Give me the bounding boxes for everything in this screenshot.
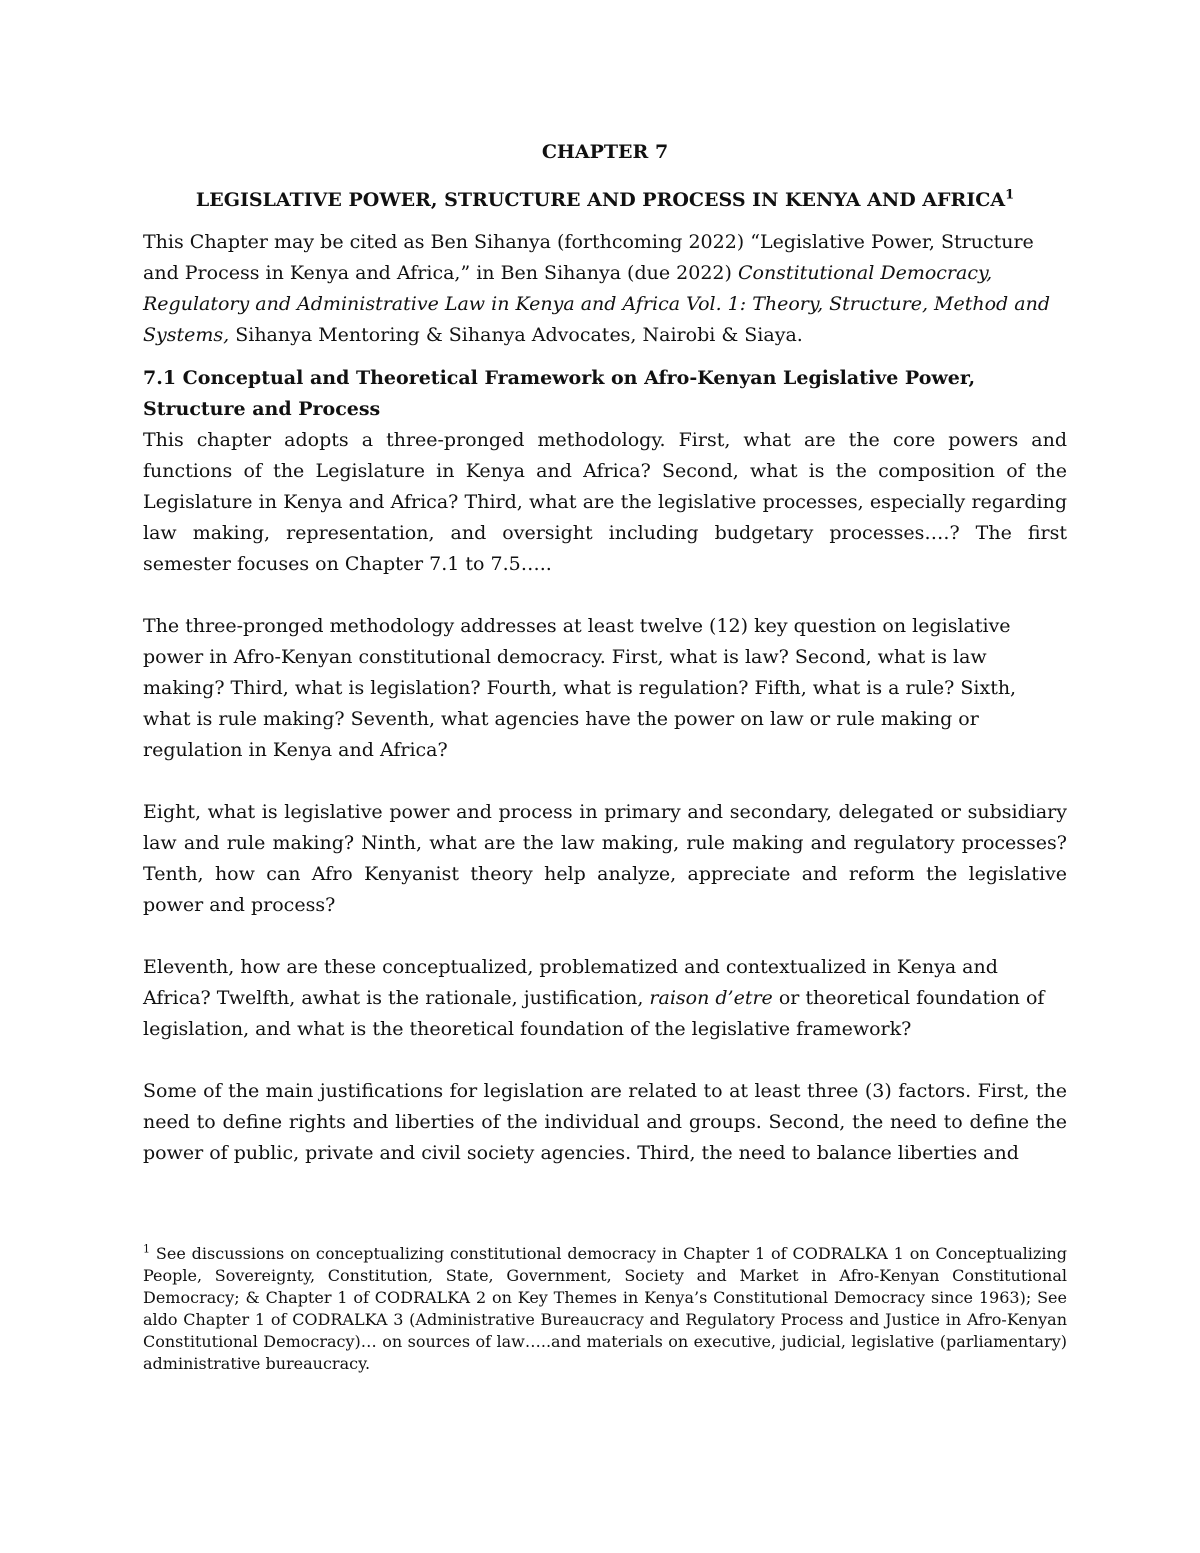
- citation-book-title: Constitutional Democracy, Regulatory and Administrative Law in Kenya and Africa Vol. 1: Theory, Structure, Method and Systems,: [143, 262, 1050, 346]
- paragraph-spacer: [143, 921, 1067, 952]
- chapter-title-text: LEGISLATIVE POWER, STRUCTURE AND PROCESS IN KENYA AND AFRICA: [195, 189, 1006, 211]
- paragraph-spacer: [143, 580, 1067, 611]
- paragraph-key-questions: The three-pronged methodology addresses at least twelve (12) key question on legislative power in Afro-Kenyan constitutional democracy. First, what is law? Second, what is law making? Third, what is legislation? Fourth, what is regulation? Fifth, what is a rule? Sixth, what is rule making? Seventh, what agencies have the power on law or rule making or regulation in Kenya and Africa?: [143, 615, 1017, 761]
- footnote-text: See discussions on conceptualizing constitutional democracy in Chapter 1 of CODRALKA 1 on Conceptualizing People, Sovereignty, Constitution, State, Government, Society and Market in Afro-Kenyan Constitutional Democracy; & Chapter 1 of CODRALKA 2 on Key Themes in Kenya’s Constitutional Democracy since 1963); See aldo Chapter 1 of CODRALKA 3 (Administrative Bureaucracy and Regulatory Process and Justice in Afro-Kenyan Constitutional Democracy)… on sources of law…..and materials on executive, judicial, legislative (parliamentary) administrative bureaucracy.: [143, 1244, 1067, 1373]
- section-heading: 7.1 Conceptual and Theoretical Framework on Afro-Kenyan Legislative Power, Structure and Process: [143, 367, 976, 420]
- footnote-mark: 1: [143, 1242, 150, 1256]
- footnote: [143, 1243, 1067, 1375]
- page-body: [143, 138, 1067, 1169]
- chapter-number: CHAPTER 7: [541, 141, 669, 163]
- citation-publisher: Sihanya Mentoring & Sihanya Advocates, Nairobi & Siaya.: [229, 324, 803, 346]
- paragraph-methodology: This chapter adopts a three-pronged methodology. First, what are the core powers and functions of the Legislature in Kenya and Africa? Second, what is the composition of the Legislature in Kenya and Africa? Third, what are the legislative processes, especially regarding law making, representation, and oversight including budgetary processes….? The first semester focuses on Chapter 7.1 to 7.5…..: [143, 429, 1067, 575]
- paragraph-spacer: [143, 1045, 1067, 1076]
- footnote-reference[interactable]: 1: [1005, 187, 1015, 203]
- paragraph-spacer: [143, 766, 1067, 797]
- footnote-area: [143, 1243, 1067, 1375]
- paragraph-justifications: Some of the main justifications for legislation are related to at least three (3) factors. First, the need to define rights and liberties of the individual and groups. Second, the need to define the power of public, private and civil society agencies. Third, the need to balance liberties and: [143, 1080, 1067, 1164]
- rationale-text-start: Eleventh, how are these conceptualized, problematized and contextualized in Kenya and Africa? Twelfth, awhat is the rationale, justification,: [143, 956, 998, 1009]
- chapter-title: [143, 186, 1067, 214]
- rationale-text-end: or theoretical foundation of legislation, and what is the theoretical foundation of the legislative framework?: [143, 987, 1045, 1040]
- citation-paragraph: [143, 227, 1067, 351]
- paragraph-rationale: [143, 952, 1067, 1045]
- rationale-italic-term: raison d’etre: [649, 987, 773, 1009]
- citation-intro: This Chapter may be cited as Ben Sihanya (forthcoming 2022) “Legislative Power, Structure and Process in Kenya and Africa,” in Ben Sihanya (due 2022): [143, 231, 1034, 284]
- paragraph-legislative-power: Eight, what is legislative power and process in primary and secondary, delegated or subsidiary law and rule making? Ninth, what are the law making, rule making and regulatory processes? Tenth, how can Afro Kenyanist theory help analyze, appreciate and reform the legislative power and process?: [143, 801, 1067, 916]
